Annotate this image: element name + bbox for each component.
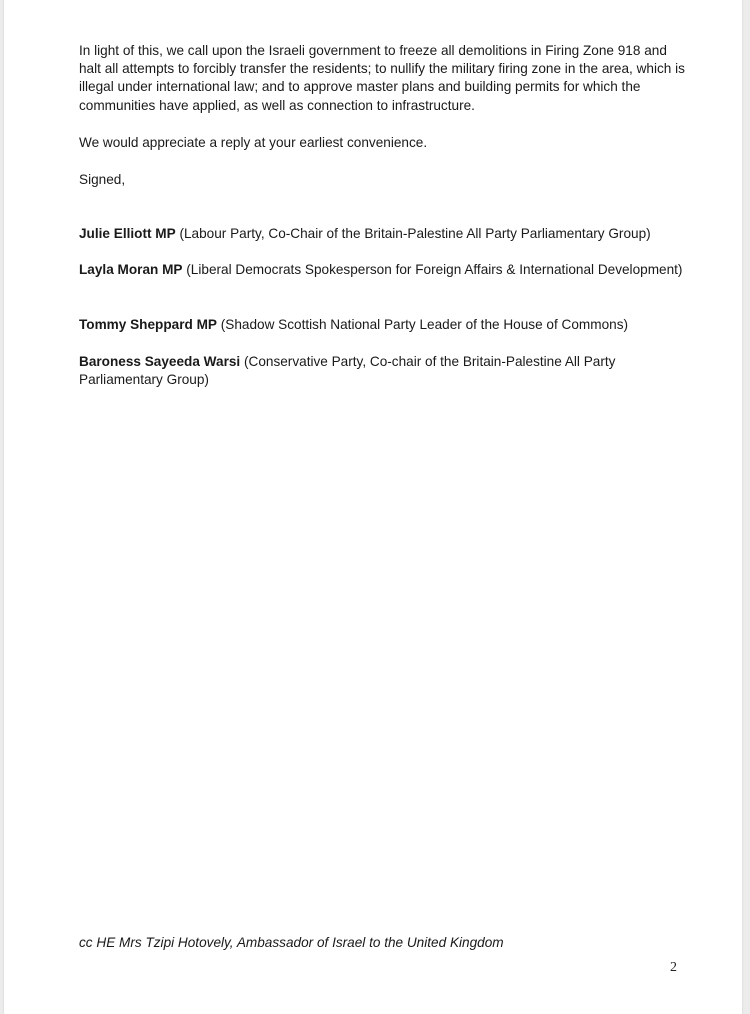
cc-line: cc HE Mrs Tzipi Hotovely, Ambassador of Israel to the United Kingdom [79, 935, 504, 950]
signatory-affiliation: (Labour Party, Co-Chair of the Britain-Palestine All Party Parliamentary Group) [179, 226, 651, 241]
signatory-name: Tommy Sheppard MP [79, 317, 217, 332]
signatory-affiliation: (Shadow Scottish National Party Leader of the House of Commons) [220, 317, 629, 332]
signatory-entry [79, 353, 639, 389]
signatory-affiliation: (Conservative Party, Co-chair of the Britain-Palestine All Party Parliamentary Group) [79, 354, 616, 388]
signatory-entry [79, 225, 719, 243]
signed-label: Signed, [79, 172, 126, 187]
request-paragraph: In light of this, we call upon the Israeli government to freeze all demolitions in Firing Zone 918 and halt all attempts to forcibly transfer the residents; to nullify the military firing zone in the area, which is illegal under international law; and to approve master plans and building permits for which the communities have applied, as well as connection to infrastructure. [79, 43, 685, 113]
signatory-affiliation: (Liberal Democrats Spokesperson for Foreign Affairs & International Development) [186, 262, 683, 277]
page-number: 2 [670, 960, 677, 975]
signatory-entry [79, 261, 689, 279]
signatory-entry [79, 316, 719, 334]
signatory-name: Layla Moran MP [79, 262, 183, 277]
document-page [4, 0, 742, 1014]
reply-request-paragraph: We would appreciate a reply at your earliest convenience. [79, 135, 428, 150]
signatory-name: Julie Elliott MP [79, 226, 176, 241]
signatory-name: Baroness Sayeeda Warsi [79, 354, 241, 369]
